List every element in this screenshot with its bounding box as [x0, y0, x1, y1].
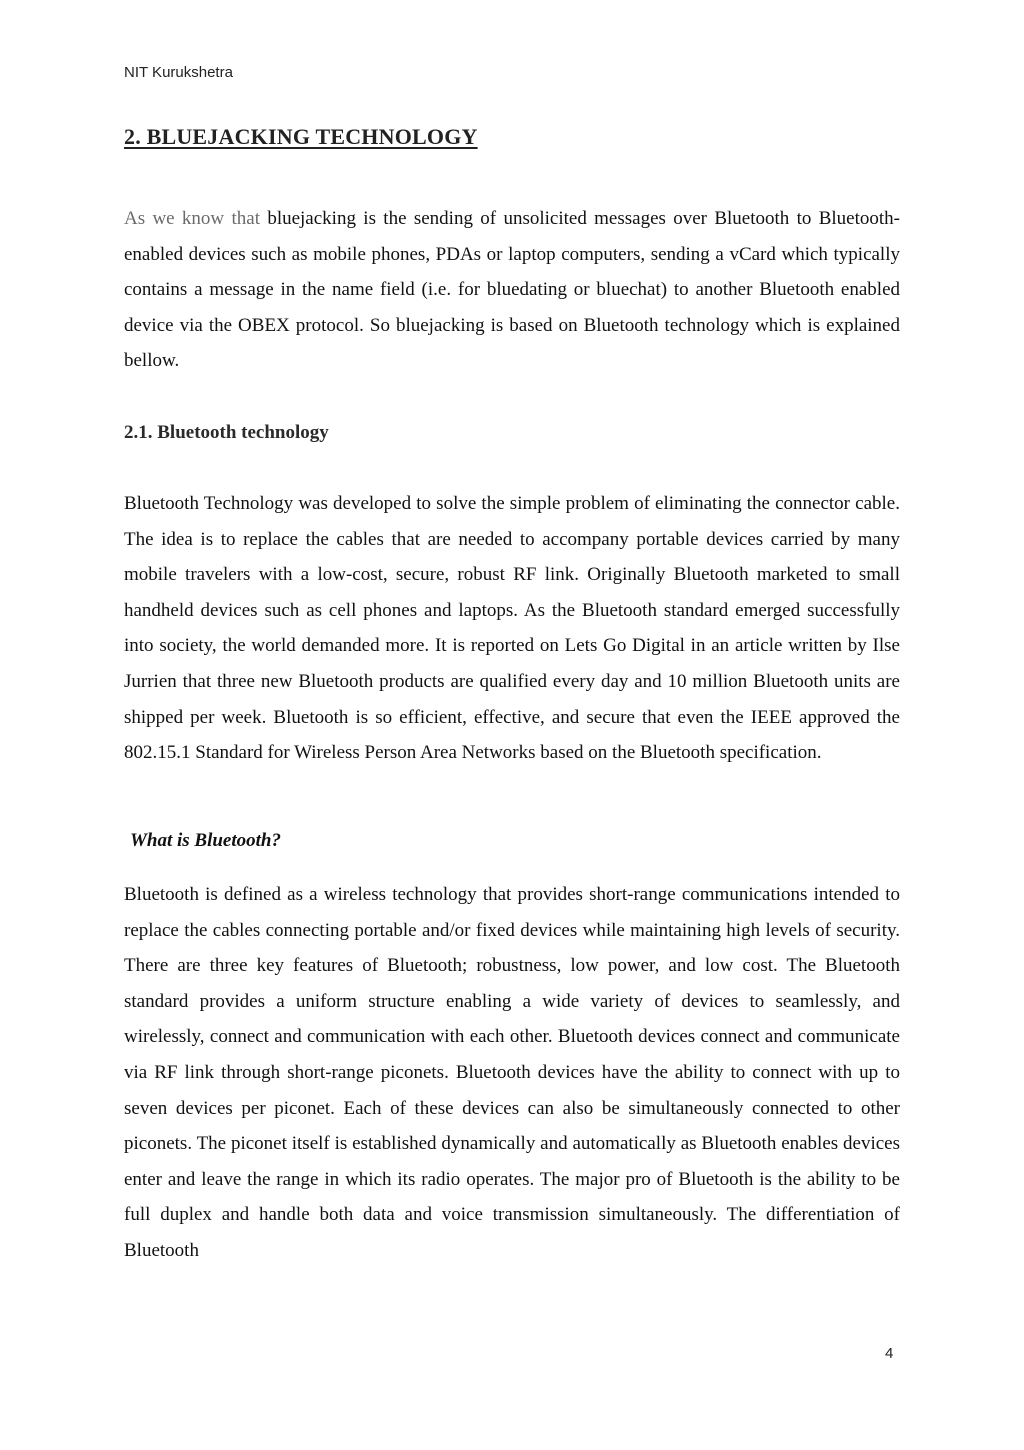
intro-paragraph: [124, 201, 900, 379]
section-paragraph: Bluetooth Technology was developed to solve the simple problem of eliminating the connector cable. The idea is to replace the cables that are needed to accompany portable devices carried by many mobile travelers with a low-cost, secure, robust RF link. Originally Bluetooth marketed to small handheld devices such as cell phones and laptops. As the Bluetooth standard emerged successfully into society, the world demanded more. It is reported on Lets Go Digital in an article written by Ilse Jurrien that three new Bluetooth products are qualified every day and 10 million Bluetooth units are shipped per week. Bluetooth is so efficient, effective, and secure that even the IEEE approved the 802.15.1 Standard for Wireless Person Area Networks based on the Bluetooth specification.: [124, 493, 900, 764]
question-heading: What is Bluetooth?: [130, 830, 281, 851]
page-number: 4: [885, 1345, 894, 1362]
intro-body-text: bluejacking is the sending of unsolicited messages over Bluetooth to Bluetooth-enabled devices such as mobile phones, PDAs or laptop computers, sending a vCard which typically contains a message in the name field (i.e. for bluedating or bluechat) to another Bluetooth enabled device via the OBEX protocol. So bluejacking is based on Bluetooth technology which is explained bellow.: [124, 208, 900, 372]
page-header: NIT Kurukshetra: [124, 64, 233, 81]
section-heading: 2.1. Bluetooth technology: [124, 422, 329, 443]
chapter-title: 2. BLUEJACKING TECHNOLOGY: [124, 124, 478, 149]
intro-lead-text: As we know that: [124, 208, 260, 229]
definition-paragraph: Bluetooth is defined as a wireless technology that provides short-range communications intended to replace the cables connecting portable and/or fixed devices while maintaining high levels of security. There are three key features of Bluetooth; robustness, low power, and low cost. The Bluetooth standard provides a uniform structure enabling a wide variety of devices to seamlessly, and wirelessly, connect and communication with each other. Bluetooth devices connect and communicate via RF link through short-range piconets. Bluetooth devices have the ability to connect with up to seven devices per piconet. Each of these devices can also be simultaneously connected to other piconets. The piconet itself is established dynamically and automatically as Bluetooth enables devices enter and leave the range in which its radio operates. The major pro of Bluetooth is the ability to be full duplex and handle both data and voice transmission simultaneously. The differentiation of Bluetooth: [124, 884, 900, 1261]
